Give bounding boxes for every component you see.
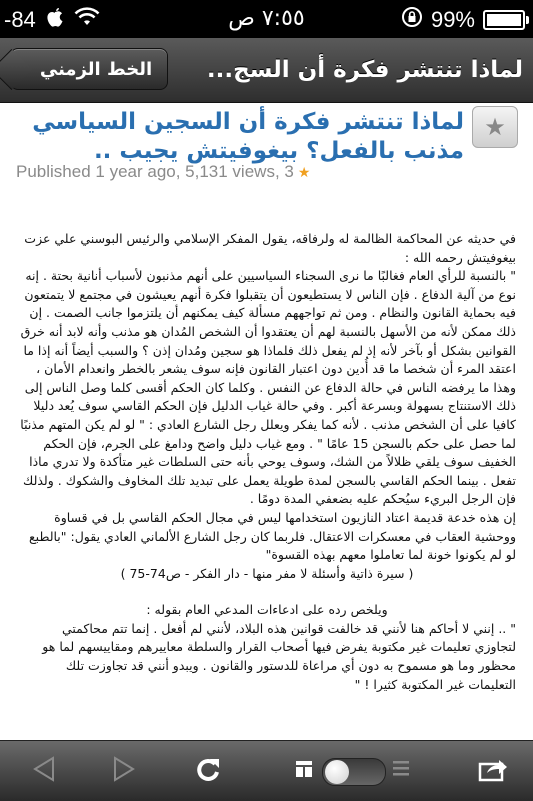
refresh-icon bbox=[194, 755, 222, 787]
star-icon: ★ bbox=[484, 113, 506, 141]
back-to-timeline-button[interactable] bbox=[10, 48, 168, 90]
favorite-button[interactable] bbox=[472, 106, 518, 148]
paragraph: إن هذه خدعة قديمة اعتاد النازيون استخدامها ليس في مجال الحكم القاسي بل في قساوة ووحشية العقاب في معسكرات الاعتقال. فلربما كان رجل الشارع الألماني العادي يقول: "بالطبع لو لم يكونوا خونة لما تعاملوا معهم بهذه القسوة" bbox=[29, 509, 516, 563]
back-nav-button[interactable] bbox=[22, 751, 66, 791]
refresh-button[interactable] bbox=[186, 751, 230, 791]
arrow-left-icon bbox=[31, 755, 57, 787]
status-right bbox=[401, 6, 525, 34]
clock: ٧:٥٥ ص bbox=[228, 6, 305, 31]
navigation-bar bbox=[0, 38, 533, 103]
rotation-lock-icon bbox=[401, 6, 423, 34]
paragraph: ويلخص رده على ادعاءات المدعي العام بقوله : bbox=[146, 602, 388, 618]
article-title: لماذا تنتشر فكرة أن السجين السياسي مذنب بالفعل؟ بيغوفيتش يجيب .. bbox=[32, 109, 464, 164]
paragraph: في حديثه عن المحاكمة الظالمة له ولرفاقه، يقول المفكر الإسلامي والرئيس البوسني علي عزت بيغوفيتش رحمه الله : bbox=[24, 231, 516, 265]
share-icon bbox=[477, 755, 509, 787]
battery-icon bbox=[483, 10, 525, 30]
share-button[interactable] bbox=[468, 751, 518, 791]
back-button-label: الخط الزمني bbox=[39, 58, 153, 80]
article-meta-text: Published 1 year ago, 5,131 views, 3 bbox=[16, 162, 294, 181]
arrow-right-icon bbox=[111, 755, 137, 787]
paragraph: " بالنسبة للرأي العام فغالبًا ما نرى السجناء السياسيين على أنهم مذنبون لأسباب أنانية بحتة . إنه نوع من آلية الدفاع . فإن الناس لا يستطيعون أن يتقبلوا فكرة أنهم يعيشون في مجتمع لا يتمتعون فيه بحماية القانون والنظام . ومن ثم تواجههم مسألة كيف يمكنهم أن يلتزموا جانب الصمت . إن ذلك ممكن لأنه من الأسهل بالنسبة لهم أن يعتقدوا أن الشخص المُدان هو مذنب وأنه لابد أنه خرق القوانين بشكل أو بآخر لأنه إذ لم يفعل ذلك فلماذا هو سجين ومُدان إذن ؟ والسبب أيضاً أنه إذا ما اعتقد المرء أن شخصا ما قد أُدين دون اعتبار القانون فإنه سوف يشعر بالخطر وانعدام الأمان ، وهذا ما يرفضه الناس في حالة الدفاع عن النفس . وكلما كان الحكم أقسى كلما وصل الناس إلى ذلك الاستنتاج بسهولة وبسرعة أكبر . وفي حالة غياب الدليل فإن الحكم القاسي سوف يُعد دليلا كافيا على أن الشخص مذنب . لأنه كما يفكر ويعلل رجل الشارع العادي : " لو لم يكن المتهم مذنبًا لما حصل على حكم بالسجن 15 عامًا " . ومع غياب دليل واضح ودامغ على الجرم، فإن الحكم الخفيف سوف يلقي ظلالاً من الشك، وسوف يوحي بأنه حتى السلطات غير متأكدة ولا تدري ماذا تفعل . بينما الحكم القاسي بالسجن لمدة طويلة يعمل على تبديد تلك المخاوف والشكوك . ولذلك فإن الرجل البريء سيُحكم عليه بضعفي المدة دومًا . bbox=[20, 268, 516, 507]
forward-nav-button[interactable] bbox=[102, 751, 146, 791]
text-lines-icon bbox=[393, 760, 409, 782]
rating-star-icon: ★ bbox=[297, 163, 311, 180]
browser-toolbar bbox=[0, 740, 533, 801]
article-body bbox=[18, 230, 516, 740]
battery-fill bbox=[487, 14, 521, 26]
article-meta bbox=[16, 162, 310, 182]
status-bar bbox=[0, 0, 533, 38]
signal-strength: -84 bbox=[4, 7, 36, 32]
nav-title: لماذا تنتشر فكرة أن السج... bbox=[206, 57, 523, 83]
paragraph: " .. إنني لا أحاكم هنا لأنني قد خالفت قوانين هذه البلاد، لأنني لم أفعل . إنما تتم محاكمتي لتجاوزي تعليمات غير مكتوبة يفرض فيها أصحاب القرار والسلطة معاييرهم ومقاييسهم لما هو محظور وما هو مسموح به دون أي مراعاة للدستور والقانون . ويبدو أنني قد تجاوزت تلك التعليمات غير المكتوبة كثيرا ! " bbox=[42, 620, 516, 692]
spacer bbox=[18, 583, 516, 601]
battery-percent: 99% bbox=[430, 7, 475, 32]
reader-icon bbox=[294, 759, 314, 783]
reader-toggle[interactable] bbox=[322, 758, 386, 786]
citation: ( سيرة ذاتية وأسئلة لا مفر منها - دار الفكر - ص74-75 ) bbox=[120, 565, 414, 581]
toggle-knob bbox=[325, 760, 349, 784]
reader-mode-button[interactable] bbox=[290, 751, 318, 791]
reader-lines-button[interactable] bbox=[390, 751, 412, 791]
